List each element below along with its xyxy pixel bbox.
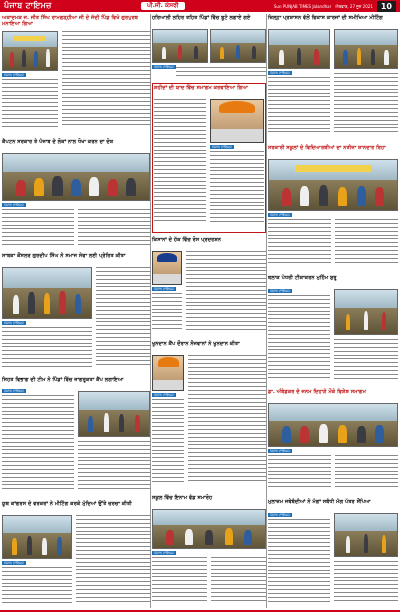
story-body bbox=[2, 567, 72, 607]
portrait-photo bbox=[210, 99, 264, 143]
story-photo bbox=[2, 153, 150, 201]
dateline-badge: ਪੰਜਾਬ ਟਾਇਮਜ਼ bbox=[154, 551, 174, 555]
column-divider bbox=[150, 14, 151, 608]
story-photo bbox=[2, 267, 92, 319]
story-body bbox=[211, 557, 266, 607]
story-photo bbox=[78, 391, 150, 437]
story-body bbox=[268, 219, 331, 269]
story-body bbox=[152, 557, 207, 607]
story-body bbox=[62, 31, 150, 133]
story-body bbox=[76, 515, 150, 607]
story-headline: ਹਰਿਆਲੀ ਲਹਿਰ ਤਹਿਤ ਪਿੰਡਾਂ ਵਿੱਚ ਬੂਟੇ ਲਗਾਏ ਗਏ bbox=[152, 15, 251, 21]
news-story bbox=[268, 389, 398, 495]
portrait-photo bbox=[152, 355, 184, 391]
news-story bbox=[268, 145, 398, 271]
story-headline: ਅਕਾਦਮਕ ਜ. ਜੀਤ ਸਿੰਘ ਰਾਮਗੜ੍ਹੀਆ ਜੀ ਦੇ ਜੱਦੀ ਪਿੰਡ ਵਿਖੇ ਗੁਰਪੁਰਬ ਮਨਾਇਆ ਗਿਆ bbox=[2, 15, 139, 27]
dateline-badge: ਪੰਜਾਬ ਟਾਇਮਜ਼ bbox=[4, 321, 24, 325]
news-story bbox=[152, 341, 266, 491]
story-headline: ਕਿਸਾਨਾਂ ਦੇ ਹੱਕ ਵਿੱਚ ਰੋਸ ਪ੍ਰਦਰਸ਼ਨ bbox=[152, 237, 222, 243]
story-headline: ਜ਼ਿਲ੍ਹਾ ਪ੍ਰਸ਼ਾਸਨ ਵੱਲੋਂ ਵਿਕਾਸ ਕਾਰਜਾਂ ਦੀ ਸਮੀਖਿਆ ਮੀਟਿੰਗ bbox=[268, 15, 383, 21]
news-story bbox=[2, 139, 150, 249]
masthead bbox=[0, 0, 400, 12]
story-body bbox=[78, 209, 150, 247]
story-photo bbox=[210, 29, 266, 63]
story-body bbox=[2, 209, 74, 247]
dateline-badge: ਪੰਜਾਬ ਟਾਇਮਜ਼ bbox=[270, 213, 290, 217]
dateline-badge: ਪੰਜਾਬ ਟਾਇਮਜ਼ bbox=[4, 73, 24, 77]
publication-name: Sun PUNJAB TIMES Jalandhar bbox=[273, 3, 332, 9]
dateline-badge: ਪੰਜਾਬ ਟਾਇਮਜ਼ bbox=[270, 71, 290, 75]
story-photo bbox=[334, 513, 398, 557]
story-body bbox=[78, 441, 150, 495]
left-column bbox=[2, 13, 150, 610]
story-body bbox=[96, 267, 150, 371]
issue-date: ਐਤਵਾਰ, 27 ਜੂਨ 2021 bbox=[335, 3, 373, 9]
story-body bbox=[268, 519, 330, 607]
story-body bbox=[2, 395, 74, 495]
dateline-badge: ਪੰਜਾਬ ਟਾਇਮਜ਼ bbox=[154, 287, 174, 291]
story-headline: ਸਰਕਾਰੀ ਸਕੂਲਾਂ ਦੇ ਵਿਦਿਆਰਥੀਆਂ ਦਾ ਨਤੀਜਾ ਸ਼ਾਨਦਾਰ ਰਿਹਾ bbox=[268, 145, 386, 151]
story-body bbox=[268, 295, 330, 383]
news-story bbox=[154, 85, 264, 231]
story-body bbox=[152, 293, 182, 335]
middle-column bbox=[152, 13, 266, 610]
masthead-info bbox=[274, 1, 396, 12]
story-headline: ਸਿਹਤ ਵਿਭਾਗ ਦੀ ਟੀਮ ਨੇ ਪਿੰਡਾਂ ਵਿੱਚ ਜਾਗਰੂਕਤਾ ਕੈਂਪ ਲਗਾਇਆ bbox=[2, 377, 124, 383]
newspaper-title: ਪੰਜਾਬ ਟਾਇਮਜ਼ bbox=[4, 1, 52, 10]
dateline-badge: ਪੰਜਾਬ ਟਾਇਮਜ਼ bbox=[154, 393, 174, 397]
dateline-badge: ਪੰਜਾਬ ਟਾਇਮਜ਼ bbox=[4, 389, 24, 393]
news-story bbox=[268, 275, 398, 385]
story-photo bbox=[2, 515, 72, 559]
story-body bbox=[2, 79, 58, 133]
story-photo bbox=[2, 31, 58, 71]
story-body bbox=[334, 73, 398, 139]
story-headline: ਬਲਾਕ ਪੱਧਰੀ ਟੀਕਾਕਰਨ ਮੁਹਿੰਮ ਸ਼ੁਰੂ bbox=[268, 275, 337, 281]
story-body bbox=[176, 67, 266, 81]
dateline-badge: ਪੰਜਾਬ ਟਾਇਮਜ਼ bbox=[154, 65, 174, 69]
news-story bbox=[2, 501, 150, 609]
news-story bbox=[268, 15, 398, 141]
news-story bbox=[152, 15, 266, 81]
story-headline: ਸ਼ਹੀਦਾਂ ਦੀ ਯਾਦ ਵਿੱਚ ਸਮਾਗਮ ਕਰਵਾਇਆ ਗਿਆ bbox=[154, 85, 249, 91]
story-body bbox=[335, 219, 398, 269]
story-body bbox=[268, 455, 331, 493]
story-photo bbox=[334, 289, 398, 335]
page-number: 10 bbox=[377, 1, 396, 12]
dateline-badge: ਪੰਜਾਬ ਟਾਇਮਜ਼ bbox=[4, 561, 24, 565]
story-body bbox=[334, 339, 398, 383]
story-photo bbox=[268, 159, 398, 211]
dateline-badge: ਪੰਜਾਬ ਟਾਇਮਜ਼ bbox=[270, 289, 290, 293]
story-headline: ਕੈਪਟਨ ਸਰਕਾਰ ਤੇ ਪੰਜਾਬ ਦੇ ਲੋਕਾਂ ਨਾਲ ਧੋਖਾ ਕਰਨ ਦਾ ਦੋਸ਼ bbox=[2, 139, 114, 145]
news-story bbox=[268, 499, 398, 609]
story-photo bbox=[152, 29, 208, 63]
news-story bbox=[152, 495, 266, 609]
news-story bbox=[152, 237, 266, 337]
story-body bbox=[186, 251, 266, 335]
dateline-badge: ਪੰਜਾਬ ਟਾਇਮਜ਼ bbox=[270, 449, 290, 453]
column-divider bbox=[266, 14, 267, 608]
story-headline: ਸਾਬਕਾ ਕੌਂਸਲਰ ਗੁਰਦੀਪ ਸਿੰਘ ਨੇ ਸਮਾਜ ਸੇਵਾ ਲਈ ਪ੍ਰੇਰਿਤ ਕੀਤਾ bbox=[2, 253, 126, 259]
story-headline: ਮੁਲਾਜ਼ਮ ਜਥੇਬੰਦੀਆਂ ਨੇ ਮੰਗਾਂ ਸਬੰਧੀ ਮੰਗ ਪੱਤਰ ਸੌਂਪਿਆ bbox=[268, 499, 371, 505]
story-photo bbox=[268, 29, 330, 69]
dateline-badge: ਪੰਜਾਬ ਟਾਇਮਜ਼ bbox=[4, 203, 24, 207]
story-body bbox=[210, 151, 264, 227]
story-body bbox=[268, 77, 330, 139]
news-story bbox=[2, 15, 150, 135]
right-column bbox=[268, 13, 398, 610]
story-body bbox=[154, 99, 206, 227]
story-photo bbox=[268, 403, 398, 447]
section-label: ਪੀ.ਜੀ. ਕੇਸਰੀ bbox=[141, 2, 185, 10]
story-photo bbox=[334, 29, 398, 69]
dateline-badge: ਪੰਜਾਬ ਟਾਇਮਜ਼ bbox=[212, 145, 232, 149]
news-story bbox=[2, 377, 150, 497]
story-body bbox=[335, 455, 398, 493]
story-photo bbox=[152, 509, 266, 549]
story-body bbox=[152, 399, 184, 489]
dateline-badge: ਪੰਜਾਬ ਟਾਇਮਜ਼ bbox=[270, 513, 290, 517]
story-body bbox=[188, 355, 266, 489]
story-headline: ਖੂਨਦਾਨ ਕੈਂਪ ਦੌਰਾਨ ਨੌਜਵਾਨਾਂ ਨੇ ਖੂਨਦਾਨ ਕੀਤਾ bbox=[152, 341, 240, 347]
story-headline: ਡਾ. ਅੰਬੇਡਕਰ ਦੇ ਜਨਮ ਦਿਹਾੜੇ ਮੌਕੇ ਵਿਸ਼ੇਸ਼ ਸਮਾਗਮ bbox=[268, 389, 367, 395]
story-headline: ਸਕੂਲ ਵਿੱਚ ਇਨਾਮ ਵੰਡ ਸਮਾਰੋਹ bbox=[152, 495, 213, 501]
story-headline: ਯੂਥ ਕਾਂਗਰਸ ਦੇ ਵਰਕਰਾਂ ਨੇ ਮੀਟਿੰਗ ਕਰਕੇ ਮੁੱਦਿਆਂ ਉੱਤੇ ਚਰਚਾ ਕੀਤੀ bbox=[2, 501, 132, 507]
news-story bbox=[2, 253, 150, 373]
story-body bbox=[334, 561, 398, 607]
story-body bbox=[2, 327, 92, 371]
portrait-photo bbox=[152, 251, 182, 285]
